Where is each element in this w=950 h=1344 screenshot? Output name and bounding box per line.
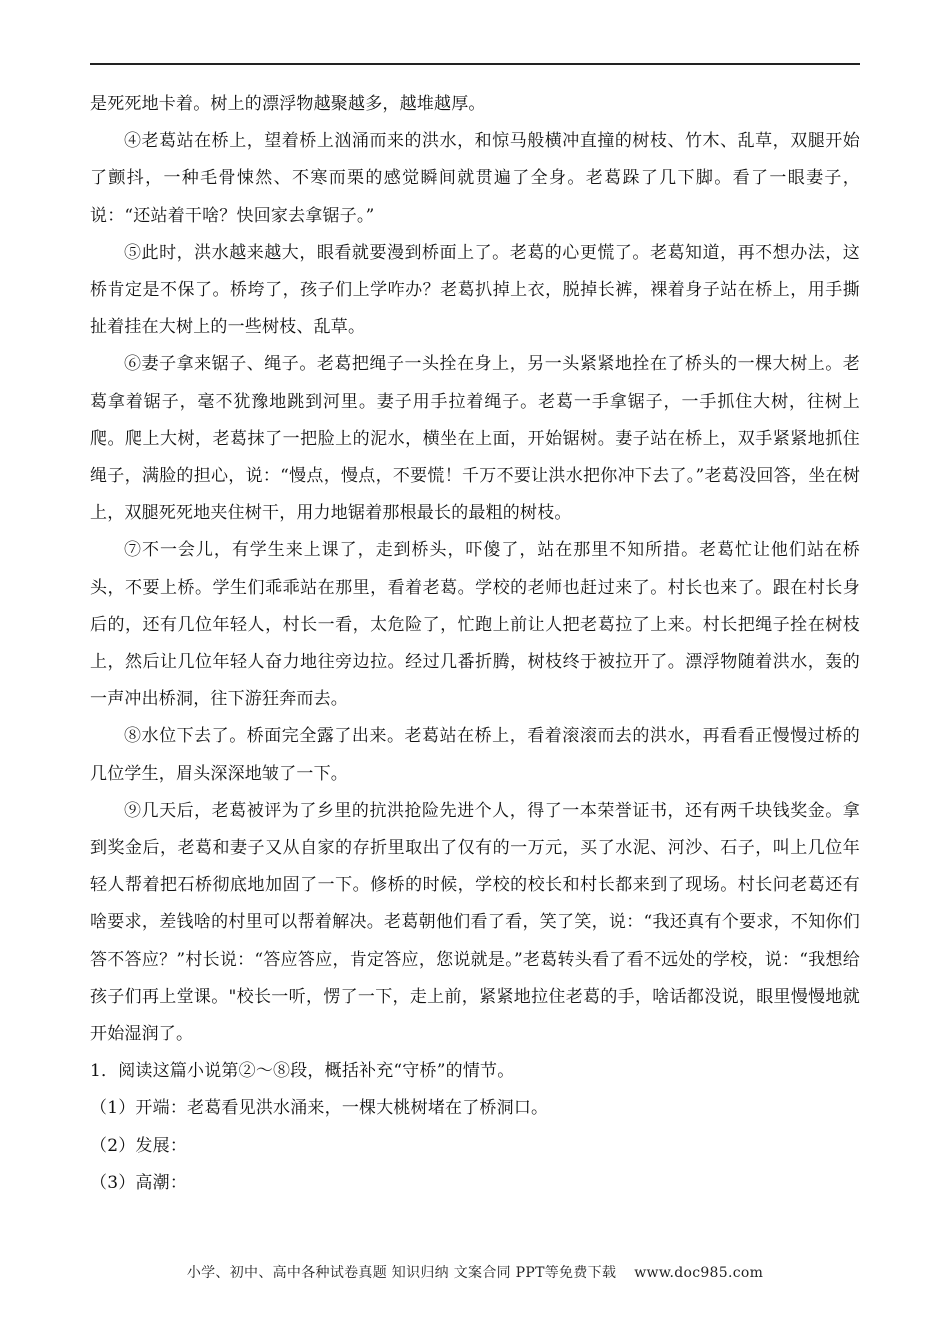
question-item-3: （3）高潮： [90,1172,188,1193]
question-item-2: （2）发展： [90,1135,188,1156]
paragraph-5: ⑤此时，洪水越来越大，眼看就要漫到桥面上了。老葛的心更慌了。老葛知道，再不想办法，这桥肯定是不保了。桥垮了，孩子们上学咋办？老葛扒掉上衣，脱掉长裤，裸着身子站在桥上，用手撕扯着挂在大树上的一些树枝、乱草。 [90,242,860,338]
paragraph-7: ⑦不一会儿，有学生来上课了，走到桥头，吓傻了，站在那里不知所措。老葛忙让他们站在桥头，不要上桥。学生们乖乖站在那里，看着老葛。学校的老师也赶过来了。村长也来了。跟在村长身后的，还有几位年轻人，村长一看，太危险了，忙跑上前让人把老葛拉了上来。村长把绳子拴在树枝上，然后让几位年轻人奋力地往旁边拉。经过几番折腾，树枝终于被拉开了。漂浮物随着洪水，轰的一声冲出桥洞，往下游狂奔而去。 [90,540,860,710]
paragraph-6: ⑥妻子拿来锯子、绳子。老葛把绳子一头拴在身上，另一头紧紧地拴在了桥头的一棵大树上。老葛拿着锯子，毫不犹豫地跳到河里。妻子用手拉着绳子。老葛一手拿锯子，一手抓住大树，往树上爬。爬上大树，老葛抹了一把脸上的泥水，横坐在上面，开始锯树。妻子站在桥上，双手紧紧地抓住绳子，满脸的担心，说：“慢点，慢点，不要慌！千万不要让洪水把你冲下去了。”老葛没回答，坐在树上，双腿死死地夹住树干，用力地锯着那根最长的最粗的树枝。 [90,354,860,524]
document-body [90,86,860,1202]
footer-text: 小学、初中、高中各种试卷真题 知识归纳 文案合同 PPT等免费下载 [186,1265,617,1281]
header-rule [90,63,860,65]
question-stem: 1．阅读这篇小说第②～⑧段，概括补充“守桥”的情节。 [90,1061,515,1082]
paragraph-continuation: 是死死地卡着。树上的漂浮物越聚越多，越堆越厚。 [90,94,486,114]
paragraph-4: ④老葛站在桥上，望着桥上汹涌而来的洪水，和惊马般横冲直撞的树枝、竹木、乱草，双腿开始了颤抖，一种毛骨悚然、不寒而栗的感觉瞬间就贯遍了全身。老葛跺了几下脚。看了一眼妻子，说：“还站着干啥？快回家去拿锯子。” [90,131,860,226]
footer-link[interactable]: www.doc985.com [634,1265,764,1281]
paragraph-9: ⑨几天后，老葛被评为了乡里的抗洪抢险先进个人，得了一本荣誉证书，还有两千块钱奖金。拿到奖金后，老葛和妻子又从自家的存折里取出了仅有的一万元，买了水泥、河沙、石子，叫上几位年轻人帮着把石桥彻底地加固了一下。修桥的时候，学校的校长和村长都来到了现场。村长问老葛还有啥要求，差钱啥的村里可以帮着解决。老葛朝他们看了看，笑了笑，说：“我还真有个要求，不知你们答不答应？”村长说：“答应答应，肯定答应，您说就是。”老葛转头看了看不远处的学校，说：“我想给孩子们再上堂课。"校长一听，愣了一下，走上前，紧紧地拉住老葛的手，啥话都没说，眼里慢慢地就开始湿润了。 [90,800,860,1045]
page-footer [0,1262,950,1282]
question-item-1: （1）开端：老葛看见洪水涌来，一棵大桃树堵在了桥洞口。 [90,1098,549,1119]
paragraph-8: ⑧水位下去了。桥面完全露了出来。老葛站在桥上，看着滚滚而去的洪水，再看看正慢慢过桥的几位学生，眉头深深地皱了一下。 [90,726,860,784]
